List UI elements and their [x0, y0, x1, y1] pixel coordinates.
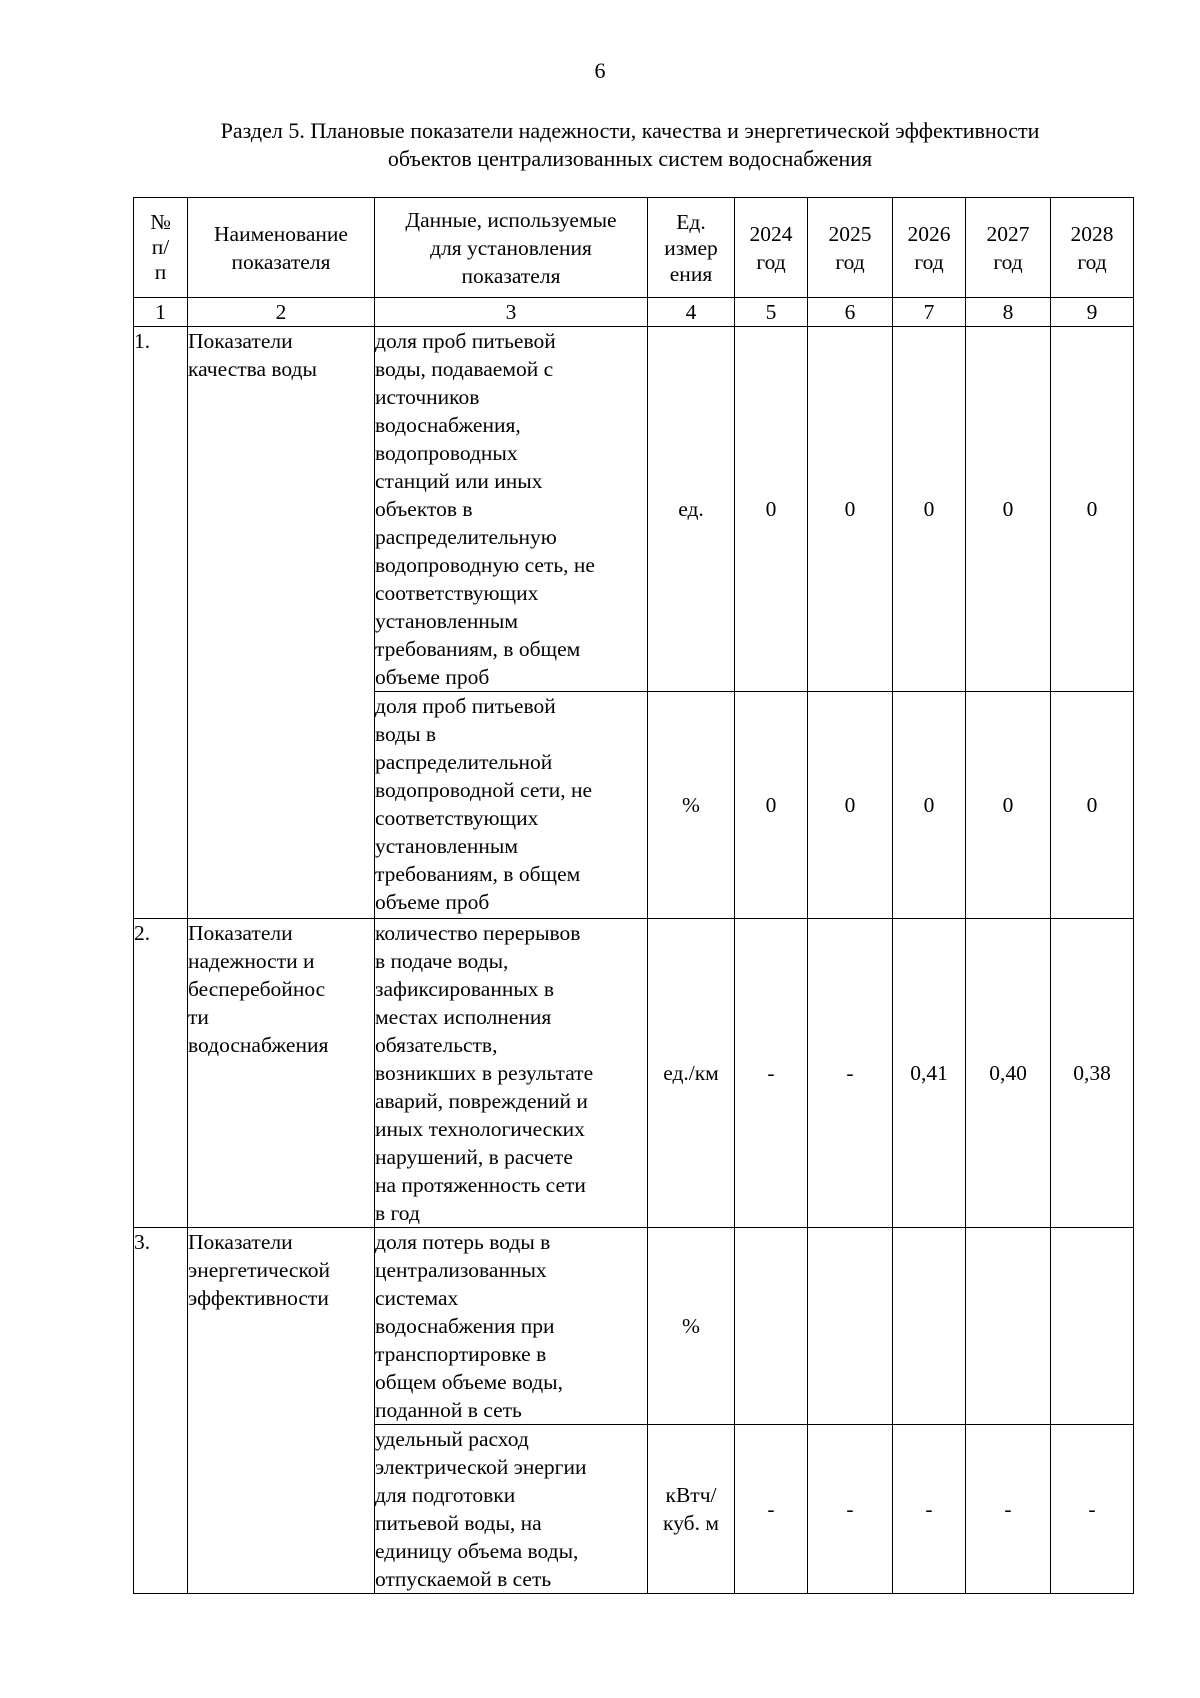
column-index-cell: 4 — [648, 298, 735, 327]
header-num — [134, 198, 188, 298]
column-index-cell: 3 — [375, 298, 648, 327]
header-row — [134, 198, 1134, 298]
indicator-data-line: в год — [375, 1201, 420, 1225]
indicator-data-line: распределительной — [375, 750, 553, 774]
indicator-data — [375, 1425, 648, 1594]
indicator-data-line: установленным — [375, 834, 518, 858]
row-number: 1. — [134, 327, 188, 919]
header-year-label: год — [835, 249, 865, 274]
header-year-label: год — [993, 249, 1023, 274]
indicator-data-line: электрической энергии — [375, 1455, 587, 1479]
indicator-data-line: общем объеме воды, — [375, 1370, 563, 1394]
indicator-name — [188, 1228, 375, 1594]
indicator-data-line: в подаче воды, — [375, 949, 509, 973]
indicator-data-line: транспортировке в — [375, 1342, 547, 1366]
indicator-data-line: доля потерь воды в — [375, 1230, 551, 1254]
table-row — [134, 327, 1134, 692]
indicators-table — [133, 197, 1134, 1594]
indicator-data-line: водоснабжения, — [375, 413, 521, 437]
indicator-data-line: аварий, повреждений и — [375, 1089, 588, 1113]
table-row — [134, 1228, 1134, 1425]
indicator-name-line: Показатели — [188, 1230, 293, 1254]
indicator-data-line: воды, подаваемой с — [375, 357, 554, 381]
header-num-line: п — [154, 260, 167, 284]
indicator-data-line: возникших в результате — [375, 1061, 594, 1085]
indicator-data-line: на протяженность сети — [375, 1173, 586, 1197]
header-year-value: 2026 — [907, 221, 951, 246]
value-2027: 0,40 — [966, 919, 1051, 1228]
indicator-name-line: бесперебойнос — [188, 977, 326, 1001]
indicator-data-line: отпускаемой в сеть — [375, 1567, 552, 1591]
indicator-data-line: требованиям, в общем — [375, 862, 581, 886]
indicator-data-line: соответствующих — [375, 581, 539, 605]
header-name-line: показателя — [231, 249, 331, 274]
value-2024: - — [735, 1425, 808, 1594]
unit-cell — [648, 327, 735, 692]
header-year-value: 2028 — [1070, 221, 1114, 246]
value-2028: 0 — [1051, 327, 1134, 692]
indicator-name-line: качества воды — [188, 357, 317, 381]
indicator-data-line: нарушений, в расчете — [375, 1145, 573, 1169]
header-data-line: Данные, используемые — [405, 207, 617, 232]
section-title-line-1: Раздел 5. Плановые показатели надежности, качества и энергетической эффективности — [220, 118, 1040, 143]
header-name-line: Наименование — [214, 221, 348, 246]
value-2026: 0 — [893, 327, 966, 692]
column-index-cell: 8 — [966, 298, 1051, 327]
indicator-name-line: энергетической — [188, 1258, 331, 1282]
unit-line: % — [682, 793, 700, 817]
indicator-data-line: для подготовки — [375, 1483, 516, 1507]
value-2024: 0 — [735, 327, 808, 692]
indicator-data-line: установленным — [375, 609, 518, 633]
indicator-data-line: соответствующих — [375, 806, 539, 830]
indicator-data-line: воды в — [375, 722, 437, 746]
unit-line: куб. м — [663, 1511, 719, 1535]
unit-line: ед./км — [663, 1061, 719, 1085]
indicator-data — [375, 919, 648, 1228]
indicator-data-line: объектов в — [375, 497, 473, 521]
indicator-data-line: источников — [375, 385, 480, 409]
page-number: 6 — [594, 58, 606, 83]
header-num-line: п/ — [151, 235, 170, 259]
header-year-2026 — [893, 198, 966, 298]
header-year-value: 2025 — [828, 221, 872, 246]
indicator-data-line: иных технологических — [375, 1117, 585, 1141]
value-2027: 0 — [966, 692, 1051, 919]
value-2024: 0 — [735, 692, 808, 919]
value-2024 — [735, 1228, 808, 1425]
value-2025: - — [808, 919, 893, 1228]
header-year-2027 — [966, 198, 1051, 298]
header-year-label: год — [914, 249, 944, 274]
section-title — [150, 117, 1110, 173]
indicator-data — [375, 1228, 648, 1425]
indicator-data-line: станций или иных — [375, 469, 543, 493]
indicator-data-line: доля проб питьевой — [375, 694, 556, 718]
header-data-line: для установления — [430, 235, 592, 260]
value-2028 — [1051, 1228, 1134, 1425]
indicator-data-line: количество перерывов — [375, 921, 581, 945]
indicator-name-line: надежности и — [188, 949, 315, 973]
indicator-data-line: водопроводной сети, не — [375, 778, 593, 802]
column-index-row — [134, 298, 1134, 327]
indicator-data-line: требованиям, в общем — [375, 637, 581, 661]
header-unit — [648, 198, 735, 298]
indicator-data-line: питьевой воды, на — [375, 1511, 542, 1535]
indicator-name-line: Показатели — [188, 921, 293, 945]
column-index-cell: 7 — [893, 298, 966, 327]
header-unit-line: Ед. — [676, 209, 706, 234]
unit-cell — [648, 1425, 735, 1594]
indicator-data-line: удельный расход — [375, 1427, 529, 1451]
indicator-data-line: местах исполнения — [375, 1005, 552, 1029]
indicator-data-line: системах — [375, 1286, 459, 1310]
header-year-2024 — [735, 198, 808, 298]
column-index-cell: 9 — [1051, 298, 1134, 327]
indicator-data-line: единицу объема воды, — [375, 1539, 579, 1563]
indicator-data-line: водопроводных — [375, 441, 518, 465]
indicator-name-line: эффективности — [188, 1286, 329, 1310]
indicator-name — [188, 327, 375, 919]
column-index-cell: 6 — [808, 298, 893, 327]
indicator-data-line: зафиксированных в — [375, 977, 555, 1001]
value-2024: - — [735, 919, 808, 1228]
unit-line: % — [682, 1314, 700, 1338]
indicator-name-line: водоснабжения — [188, 1033, 329, 1057]
header-unit-line: ения — [669, 261, 713, 286]
indicator-data-line: распределительную — [375, 525, 557, 549]
value-2026: - — [893, 1425, 966, 1594]
unit-cell — [648, 692, 735, 919]
indicator-data — [375, 692, 648, 919]
indicator-data-line: объеме проб — [375, 890, 490, 914]
indicator-name — [188, 919, 375, 1228]
value-2028: - — [1051, 1425, 1134, 1594]
unit-cell — [648, 919, 735, 1228]
indicator-data — [375, 327, 648, 692]
header-year-2028 — [1051, 198, 1134, 298]
section-title-line-2: объектов централизованных систем водоснабжения — [387, 146, 873, 171]
value-2027 — [966, 1228, 1051, 1425]
value-2026: 0 — [893, 692, 966, 919]
value-2028: 0 — [1051, 692, 1134, 919]
column-index-cell: 5 — [735, 298, 808, 327]
value-2025: 0 — [808, 327, 893, 692]
header-year-value: 2024 — [749, 221, 793, 246]
value-2025: 0 — [808, 692, 893, 919]
header-num-line: № — [150, 210, 171, 234]
unit-line: кВтч/ — [665, 1483, 717, 1507]
column-index-cell: 2 — [188, 298, 375, 327]
indicator-data-line: обязательств, — [375, 1033, 498, 1057]
indicator-data-line: водопроводную сеть, не — [375, 553, 595, 577]
indicator-name-line: ти — [188, 1005, 209, 1029]
header-year-value: 2027 — [986, 221, 1030, 246]
value-2025 — [808, 1228, 893, 1425]
column-index-cell: 1 — [134, 298, 188, 327]
indicator-data-line: централизованных — [375, 1258, 547, 1282]
row-number: 2. — [134, 919, 188, 1228]
header-data — [375, 198, 648, 298]
header-name — [188, 198, 375, 298]
indicator-data-line: поданной в сеть — [375, 1398, 522, 1422]
row-number: 3. — [134, 1228, 188, 1594]
indicator-data-line: доля проб питьевой — [375, 329, 556, 353]
value-2027: 0 — [966, 327, 1051, 692]
value-2027: - — [966, 1425, 1051, 1594]
header-year-2025 — [808, 198, 893, 298]
table-row — [134, 919, 1134, 1228]
unit-line: ед. — [678, 497, 704, 521]
value-2026: 0,41 — [893, 919, 966, 1228]
header-unit-line: измер — [664, 235, 718, 260]
unit-cell — [648, 1228, 735, 1425]
indicator-name-line: Показатели — [188, 329, 293, 353]
header-year-label: год — [756, 249, 786, 274]
header-data-line: показателя — [461, 263, 561, 288]
value-2026 — [893, 1228, 966, 1425]
value-2025: - — [808, 1425, 893, 1594]
indicator-data-line: объеме проб — [375, 665, 490, 689]
header-year-label: год — [1077, 249, 1107, 274]
indicator-data-line: водоснабжения при — [375, 1314, 555, 1338]
value-2028: 0,38 — [1051, 919, 1134, 1228]
